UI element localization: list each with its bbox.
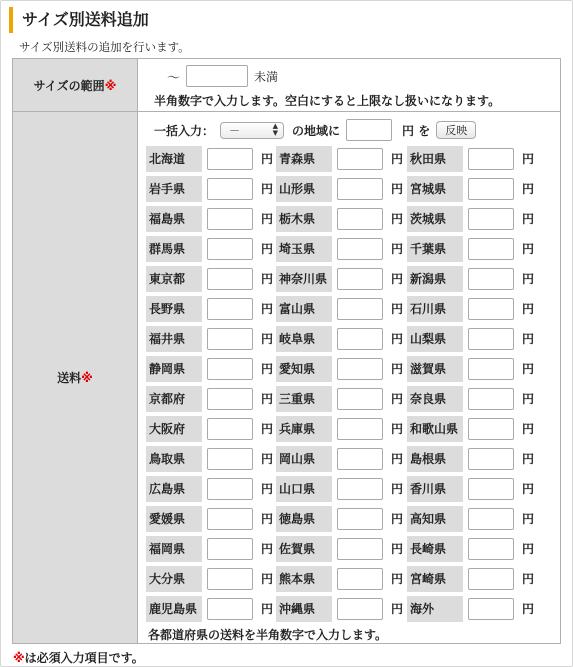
size-range-label: サイズの範囲 [33, 78, 105, 93]
yen-unit-label: 円 [522, 392, 535, 406]
yen-unit-label: 円 [261, 212, 274, 226]
prefecture-label: 三重県 [276, 386, 332, 412]
prefecture-label: 東京都 [146, 266, 202, 292]
prefecture-fee-input[interactable] [468, 358, 514, 380]
prefecture-label: 海外 [407, 596, 463, 622]
yen-unit-label: 円 [261, 572, 274, 586]
prefecture-label: 宮城県 [407, 176, 463, 202]
prefecture-fee-input[interactable] [207, 328, 253, 350]
prefecture-fee-input[interactable] [337, 238, 383, 260]
yen-unit-label: 円 [391, 422, 404, 436]
prefecture-fee-input[interactable] [468, 508, 514, 530]
yen-unit-label: 円 [391, 272, 404, 286]
prefecture-label: 鹿児島県 [146, 596, 202, 622]
prefecture-fee-input[interactable] [207, 598, 253, 620]
prefecture-fee-input[interactable] [468, 538, 514, 560]
prefecture-fee-input[interactable] [207, 508, 253, 530]
prefecture-label: 北海道 [146, 146, 202, 172]
yen-unit-label: 円 [261, 332, 274, 346]
required-footnote-text: は必須入力項目です。 [24, 651, 144, 665]
size-range-row [13, 59, 561, 112]
yen-unit-label: 円 [261, 422, 274, 436]
prefecture-fee-input[interactable] [468, 568, 514, 590]
yen-unit-label: 円 [522, 542, 535, 556]
yen-unit-label: 円 [391, 182, 404, 196]
prefecture-label: 広島県 [146, 476, 202, 502]
prefecture-label: 熊本県 [276, 566, 332, 592]
required-mark: ※ [13, 651, 25, 665]
yen-unit-label: 円 [261, 362, 274, 376]
prefecture-fee-input[interactable] [337, 568, 383, 590]
select-arrows-icon: ▲ ▼ [272, 122, 279, 137]
required-mark: ※ [104, 78, 117, 93]
tilde-symbol: 〜 [167, 70, 181, 86]
prefecture-label: 大阪府 [146, 416, 202, 442]
shipping-fee-row [13, 112, 561, 644]
prefecture-fee-input[interactable] [337, 148, 383, 170]
prefecture-label: 茨城県 [407, 206, 463, 232]
prefecture-fee-input[interactable] [337, 358, 383, 380]
yen-unit-label: 円 [261, 602, 274, 616]
prefecture-label: 福岡県 [146, 536, 202, 562]
prefecture-label: 佐賀県 [276, 536, 332, 562]
prefecture-label: 静岡県 [146, 356, 202, 382]
prefecture-label: 島根県 [407, 446, 463, 472]
prefecture-fee-input[interactable] [337, 298, 383, 320]
prefecture-fee-input[interactable] [207, 568, 253, 590]
prefecture-fee-input[interactable] [207, 208, 253, 230]
prefecture-fee-input[interactable] [207, 358, 253, 380]
yen-unit-label: 円 [522, 452, 535, 466]
yen-unit-label: 円 [522, 512, 535, 526]
prefecture-fee-input[interactable] [207, 418, 253, 440]
yen-unit-label: 円 [261, 182, 274, 196]
prefecture-fee-input[interactable] [468, 298, 514, 320]
prefecture-label: 青森県 [276, 146, 332, 172]
yen-unit-label: 円 [391, 482, 404, 496]
prefecture-label: 鳥取県 [146, 446, 202, 472]
apply-button[interactable]: 反映 [436, 121, 476, 139]
shipping-fee-cell [138, 112, 561, 644]
prefecture-label: 山梨県 [407, 326, 463, 352]
prefecture-fee-input[interactable] [468, 448, 514, 470]
prefecture-label: 長崎県 [407, 536, 463, 562]
yen-unit-label: 円 [391, 302, 404, 316]
prefecture-label: 沖縄県 [276, 596, 332, 622]
prefecture-fee-input[interactable] [468, 418, 514, 440]
prefecture-fee-input[interactable] [468, 208, 514, 230]
yen-unit-label: 円 [261, 242, 274, 256]
prefecture-fee-input[interactable] [468, 148, 514, 170]
prefecture-label: 兵庫県 [276, 416, 332, 442]
prefecture-fee-input[interactable] [468, 238, 514, 260]
prefecture-label: 奈良県 [407, 386, 463, 412]
prefecture-label: 栃木県 [276, 206, 332, 232]
size-unit-label: 未満 [254, 69, 279, 84]
yen-unit-label: 円 [391, 512, 404, 526]
yen-unit-label: 円 [391, 392, 404, 406]
prefecture-fee-input[interactable] [337, 268, 383, 290]
required-mark: ※ [81, 371, 93, 385]
yen-unit-label: 円 [261, 302, 274, 316]
prefecture-fee-input[interactable] [337, 178, 383, 200]
yen-unit-label: 円 [522, 572, 535, 586]
yen-unit-label: 円 [391, 332, 404, 346]
prefecture-fee-input[interactable] [468, 478, 514, 500]
shipping-fee-label-cell [13, 112, 138, 644]
prefecture-fee-input[interactable] [337, 388, 383, 410]
prefecture-fee-input[interactable] [468, 328, 514, 350]
yen-unit-label: 円 [261, 512, 274, 526]
yen-unit-label: 円 [261, 152, 274, 166]
prefecture-label: 和歌山県 [407, 416, 463, 442]
prefecture-fee-input[interactable] [468, 388, 514, 410]
bulk-input-bar [154, 119, 476, 141]
prefecture-label: 香川県 [407, 476, 463, 502]
yen-unit-label: 円 [522, 302, 535, 316]
yen-unit-label: 円 [261, 452, 274, 466]
shipping-form-table [12, 58, 561, 644]
required-footnote [13, 649, 144, 666]
prefecture-label: 岐阜県 [276, 326, 332, 352]
page-subtitle: サイズ別送料の追加を行います。 [19, 40, 190, 54]
yen-unit-label: 円 [261, 392, 274, 406]
prefecture-label: 神奈川県 [276, 266, 332, 292]
yen-unit-label: 円 [391, 602, 404, 616]
yen-unit-label: 円 [522, 602, 535, 616]
bulk-fee-input[interactable] [346, 119, 392, 141]
prefecture-label: 高知県 [407, 506, 463, 532]
yen-unit-label: 円 [522, 152, 535, 166]
prefecture-fee-input[interactable] [207, 238, 253, 260]
prefecture-label: 福島県 [146, 206, 202, 232]
yen-unit-label: 円 [522, 332, 535, 346]
shipping-fee-note: 各都道府県の送料を半角数字で入力します。 [148, 628, 388, 642]
prefecture-fee-input[interactable] [207, 268, 253, 290]
prefecture-label: 京都府 [146, 386, 202, 412]
prefecture-label: 徳島県 [276, 506, 332, 532]
prefecture-label: 埼玉県 [276, 236, 332, 262]
yen-unit-label: 円 [522, 272, 535, 286]
prefecture-label: 千葉県 [407, 236, 463, 262]
prefecture-fee-input[interactable] [207, 448, 253, 470]
prefecture-label: 愛知県 [276, 356, 332, 382]
prefecture-label: 富山県 [276, 296, 332, 322]
prefecture-label: 大分県 [146, 566, 202, 592]
region-label: の地域に [292, 123, 341, 138]
prefecture-fee-input[interactable] [337, 508, 383, 530]
yen-unit-label: 円 [391, 542, 404, 556]
yen-unit-label: 円 [522, 212, 535, 226]
prefecture-label: 福井県 [146, 326, 202, 352]
prefecture-fee-input[interactable] [207, 148, 253, 170]
size-range-label-cell [13, 59, 138, 112]
prefecture-label: 群馬県 [146, 236, 202, 262]
prefecture-fee-input[interactable] [207, 178, 253, 200]
yen-unit-label: 円 [391, 212, 404, 226]
yen-unit-label: 円 [391, 242, 404, 256]
size-range-note: 半角数字で入力します。空白にすると上限なし扱いになります。 [154, 94, 501, 108]
prefecture-fee-input[interactable] [337, 208, 383, 230]
prefecture-label: 石川県 [407, 296, 463, 322]
yen-unit-label: 円 [391, 152, 404, 166]
prefecture-label: 岡山県 [276, 446, 332, 472]
prefecture-label: 愛媛県 [146, 506, 202, 532]
yen-unit-label: 円 [391, 572, 404, 586]
prefecture-fee-input[interactable] [337, 478, 383, 500]
prefecture-fee-input[interactable] [468, 178, 514, 200]
yen-wo-label: 円 を [402, 123, 431, 138]
prefecture-fee-input[interactable] [207, 298, 253, 320]
prefecture-fee-input[interactable] [207, 388, 253, 410]
yen-unit-label: 円 [522, 182, 535, 196]
prefecture-label: 山形県 [276, 176, 332, 202]
prefecture-fee-input[interactable] [207, 538, 253, 560]
region-select[interactable] [220, 122, 284, 139]
yen-unit-label: 円 [261, 482, 274, 496]
yen-unit-label: 円 [261, 272, 274, 286]
prefecture-label: 山口県 [276, 476, 332, 502]
prefecture-label: 秋田県 [407, 146, 463, 172]
yen-unit-label: 円 [391, 452, 404, 466]
prefecture-label: 新潟県 [407, 266, 463, 292]
yen-unit-label: 円 [391, 362, 404, 376]
shipping-fee-label: 送料 [57, 371, 82, 385]
prefecture-fee-input[interactable] [337, 598, 383, 620]
yen-unit-label: 円 [522, 242, 535, 256]
prefecture-fee-input[interactable] [337, 448, 383, 470]
yen-unit-label: 円 [522, 482, 535, 496]
prefecture-label: 長野県 [146, 296, 202, 322]
prefecture-label: 岩手県 [146, 176, 202, 202]
page-title: サイズ別送料追加 [9, 7, 149, 33]
size-upper-input[interactable] [186, 65, 248, 87]
prefecture-label: 滋賀県 [407, 356, 463, 382]
yen-unit-label: 円 [522, 422, 535, 436]
yen-unit-label: 円 [522, 362, 535, 376]
prefecture-fee-input[interactable] [207, 478, 253, 500]
prefecture-fee-input[interactable] [468, 268, 514, 290]
region-select-value: － [229, 124, 241, 137]
prefecture-fee-input[interactable] [468, 598, 514, 620]
prefecture-label: 宮崎県 [407, 566, 463, 592]
prefecture-fee-input[interactable] [337, 418, 383, 440]
prefecture-fee-input[interactable] [337, 538, 383, 560]
prefecture-fee-input[interactable] [337, 328, 383, 350]
size-range-cell [138, 59, 561, 112]
yen-unit-label: 円 [261, 542, 274, 556]
bulk-input-label: 一括入力： [154, 123, 215, 138]
